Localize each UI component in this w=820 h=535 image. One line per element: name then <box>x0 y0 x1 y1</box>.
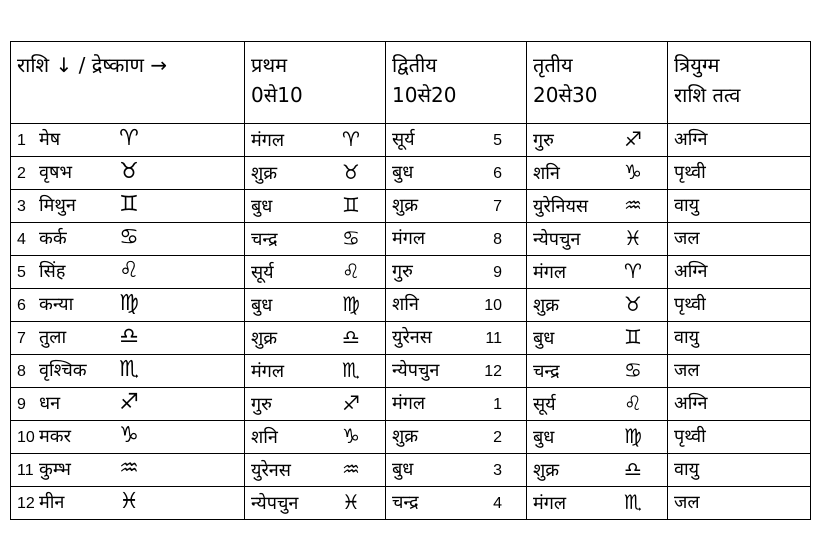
rashi-cell <box>11 289 245 322</box>
first-decanate-sign-icon: ♊ <box>342 193 360 217</box>
first-decanate-sign-icon: ♓ <box>342 490 360 514</box>
element-label: वायु <box>674 195 700 216</box>
header-third <box>527 42 668 124</box>
rashi-number: 6 <box>17 297 26 314</box>
third-decanate-sign-icon: ♌ <box>624 391 642 415</box>
third-decanate-cell <box>527 190 668 223</box>
element-cell <box>668 454 811 487</box>
rashi-cell <box>11 190 245 223</box>
second-decanate-cell <box>386 124 527 157</box>
table-row <box>11 388 811 421</box>
element-label: पृथ्वी <box>674 294 706 315</box>
first-decanate-cell <box>245 256 386 289</box>
third-decanate-sign-icon: ♑ <box>624 160 642 184</box>
second-decanate-cell <box>386 355 527 388</box>
first-decanate-sign-icon: ♑ <box>342 424 360 448</box>
second-decanate-planet: चन्द्र <box>392 491 419 513</box>
first-decanate-sign-icon: ♒ <box>342 457 360 481</box>
second-decanate-number: 9 <box>493 263 502 281</box>
rashi-name: मेष <box>39 129 61 150</box>
element-label: जल <box>674 360 700 381</box>
table-row <box>11 223 811 256</box>
rashi-name: वृषभ <box>39 162 73 183</box>
second-decanate-planet: सूर्य <box>392 128 415 150</box>
element-label: अग्नि <box>674 393 708 414</box>
header-first <box>245 42 386 124</box>
third-decanate-cell <box>527 487 668 520</box>
table-row <box>11 157 811 190</box>
rashi-cell <box>11 487 245 520</box>
rashi-cell <box>11 223 245 256</box>
third-decanate-sign-icon: ♓ <box>624 226 642 250</box>
first-decanate-planet: शुक्र <box>251 328 278 349</box>
first-decanate-cell <box>245 190 386 223</box>
rashi-number: 2 <box>17 165 26 182</box>
first-decanate-sign-icon: ♉ <box>342 160 360 184</box>
rashi-name: मिथुन <box>39 195 76 216</box>
second-decanate-number: 12 <box>484 362 502 380</box>
first-decanate-planet: शुक्र <box>251 163 278 184</box>
third-decanate-sign-icon: ♋ <box>624 358 642 382</box>
rashi-cell <box>11 322 245 355</box>
second-decanate-cell <box>386 421 527 454</box>
second-decanate-cell <box>386 256 527 289</box>
rashi-name: तुला <box>39 327 67 348</box>
rashi-name: सिंह <box>39 261 66 282</box>
first-decanate-cell <box>245 487 386 520</box>
element-cell <box>668 388 811 421</box>
second-decanate-planet: बुध <box>392 458 414 480</box>
zodiac-sign-icon: ♎ <box>119 324 139 349</box>
rashi-cell <box>11 388 245 421</box>
zodiac-sign-icon: ♌ <box>119 258 139 283</box>
third-decanate-cell <box>527 322 668 355</box>
header-third-range: 20से30 <box>533 83 598 107</box>
header-element <box>668 42 811 124</box>
first-decanate-planet: न्येपचुन <box>251 493 299 514</box>
rashi-cell <box>11 256 245 289</box>
first-decanate-sign-icon: ♐ <box>342 391 360 415</box>
rashi-name: वृश्चिक <box>39 360 87 381</box>
rashi-number: 11 <box>17 462 34 479</box>
first-decanate-sign-icon: ♏ <box>342 358 360 382</box>
third-decanate-planet: बुध <box>533 328 555 349</box>
second-decanate-number: 2 <box>493 428 502 446</box>
element-label: अग्नि <box>674 261 708 282</box>
element-cell <box>668 421 811 454</box>
element-label: जल <box>674 228 700 249</box>
second-decanate-planet: मंगल <box>392 392 426 414</box>
second-decanate-planet: शनि <box>392 293 419 315</box>
element-cell <box>668 223 811 256</box>
third-decanate-cell <box>527 421 668 454</box>
header-second <box>386 42 527 124</box>
third-decanate-cell <box>527 256 668 289</box>
second-decanate-cell <box>386 487 527 520</box>
header-third-title: तृतीय <box>533 53 573 77</box>
zodiac-sign-icon: ♉ <box>119 159 139 184</box>
table-body <box>11 42 811 520</box>
zodiac-sign-icon: ♒ <box>119 456 139 481</box>
table-row <box>11 355 811 388</box>
element-cell <box>668 322 811 355</box>
first-decanate-cell <box>245 454 386 487</box>
third-decanate-cell <box>527 388 668 421</box>
first-decanate-planet: सूर्य <box>251 262 274 283</box>
table-row <box>11 487 811 520</box>
table-row <box>11 289 811 322</box>
table-row <box>11 322 811 355</box>
table-row <box>11 256 811 289</box>
second-decanate-number: 3 <box>493 461 502 479</box>
first-decanate-planet: बुध <box>251 295 273 316</box>
header-second-title: द्वितीय <box>392 53 437 77</box>
third-decanate-planet: सूर्य <box>533 394 556 415</box>
second-decanate-planet: बुध <box>392 161 414 183</box>
first-decanate-cell <box>245 289 386 322</box>
second-decanate-number: 7 <box>493 197 502 215</box>
rashi-number: 1 <box>17 132 26 149</box>
element-label: वायु <box>674 459 700 480</box>
element-cell <box>668 190 811 223</box>
first-decanate-cell <box>245 124 386 157</box>
element-cell <box>668 487 811 520</box>
zodiac-sign-icon: ♏ <box>119 357 139 382</box>
rashi-number: 7 <box>17 330 26 347</box>
third-decanate-cell <box>527 289 668 322</box>
first-decanate-cell <box>245 157 386 190</box>
first-decanate-planet: मंगल <box>251 130 285 151</box>
rashi-cell <box>11 157 245 190</box>
second-decanate-planet: मंगल <box>392 227 426 249</box>
first-decanate-planet: मंगल <box>251 361 285 382</box>
header-first-title: प्रथम <box>251 53 288 77</box>
third-decanate-sign-icon: ♈ <box>624 259 642 283</box>
first-decanate-planet: युरेनस <box>251 460 291 481</box>
table-row <box>11 190 811 223</box>
rashi-name: मकर <box>39 426 71 447</box>
table-row <box>11 454 811 487</box>
third-decanate-sign-icon: ♊ <box>624 325 642 349</box>
second-decanate-planet: गुरु <box>392 260 413 282</box>
third-decanate-planet: न्येपचुन <box>533 229 581 250</box>
rashi-cell <box>11 454 245 487</box>
element-cell <box>668 124 811 157</box>
element-cell <box>668 289 811 322</box>
second-decanate-cell <box>386 223 527 256</box>
header-element-title: त्रियुग्म <box>674 53 720 77</box>
rashi-name: धन <box>39 393 61 414</box>
rashi-name: मीन <box>39 492 65 513</box>
rashi-cell <box>11 355 245 388</box>
second-decanate-planet: युरेनस <box>392 326 432 348</box>
header-second-range: 10से20 <box>392 83 457 107</box>
first-decanate-cell <box>245 223 386 256</box>
zodiac-sign-icon: ♐ <box>119 390 139 415</box>
second-decanate-number: 5 <box>493 131 502 149</box>
third-decanate-sign-icon: ♒ <box>624 193 642 217</box>
element-cell <box>668 157 811 190</box>
element-label: पृथ्वी <box>674 426 706 447</box>
header-element-sub: राशि तत्व <box>674 83 741 107</box>
third-decanate-planet: मंगल <box>533 262 567 283</box>
rashi-number: 9 <box>17 396 26 413</box>
first-decanate-sign-icon: ♌ <box>342 259 360 283</box>
first-decanate-cell <box>245 421 386 454</box>
second-decanate-cell <box>386 388 527 421</box>
decanate-table <box>10 41 811 520</box>
third-decanate-sign-icon: ♍ <box>624 424 642 448</box>
element-label: वायु <box>674 327 700 348</box>
second-decanate-cell <box>386 190 527 223</box>
second-decanate-cell <box>386 289 527 322</box>
zodiac-sign-icon: ♑ <box>119 423 139 448</box>
third-decanate-cell <box>527 355 668 388</box>
table-row <box>11 124 811 157</box>
third-decanate-sign-icon: ♉ <box>624 292 642 316</box>
second-decanate-number: 1 <box>493 395 502 413</box>
third-decanate-planet: शुक्र <box>533 460 560 481</box>
zodiac-sign-icon: ♓ <box>119 489 139 514</box>
element-cell <box>668 355 811 388</box>
third-decanate-planet: बुध <box>533 427 555 448</box>
third-decanate-planet: शुक्र <box>533 295 560 316</box>
table-row <box>11 421 811 454</box>
second-decanate-cell <box>386 157 527 190</box>
header-rashi-dreshkan <box>11 42 245 124</box>
rashi-cell <box>11 124 245 157</box>
rashi-number: 8 <box>17 363 26 380</box>
zodiac-sign-icon: ♋ <box>119 225 139 250</box>
rashi-name: कन्या <box>39 294 74 315</box>
third-decanate-cell <box>527 223 668 256</box>
second-decanate-planet: शुक्र <box>392 425 419 447</box>
header-first-range: 0से10 <box>251 83 303 107</box>
second-decanate-cell <box>386 322 527 355</box>
second-decanate-number: 4 <box>493 494 502 512</box>
second-decanate-number: 11 <box>485 329 502 347</box>
first-decanate-sign-icon: ♍ <box>342 292 360 316</box>
header-rashi-label: राशि ↓ / द्रेष्काण → <box>17 53 168 77</box>
header-row <box>11 42 811 124</box>
third-decanate-cell <box>527 157 668 190</box>
second-decanate-number: 6 <box>493 164 502 182</box>
zodiac-sign-icon: ♈ <box>119 126 139 151</box>
first-decanate-sign-icon: ♋ <box>342 226 360 250</box>
first-decanate-cell <box>245 322 386 355</box>
second-decanate-cell <box>386 454 527 487</box>
rashi-cell <box>11 421 245 454</box>
third-decanate-planet: शनि <box>533 163 560 184</box>
zodiac-sign-icon: ♍ <box>119 291 139 316</box>
first-decanate-cell <box>245 355 386 388</box>
third-decanate-sign-icon: ♏ <box>624 490 642 514</box>
first-decanate-planet: बुध <box>251 196 273 217</box>
rashi-name: कर्क <box>39 228 67 249</box>
rashi-name: कुम्भ <box>39 459 71 480</box>
first-decanate-sign-icon: ♎ <box>342 325 360 349</box>
element-label: पृथ्वी <box>674 162 706 183</box>
third-decanate-cell <box>527 454 668 487</box>
third-decanate-sign-icon: ♐ <box>624 127 642 151</box>
third-decanate-planet: चन्द्र <box>533 361 560 382</box>
first-decanate-planet: चन्द्र <box>251 229 278 250</box>
second-decanate-number: 10 <box>484 296 502 314</box>
rashi-number: 4 <box>17 231 26 248</box>
element-label: जल <box>674 492 700 513</box>
first-decanate-sign-icon: ♈ <box>342 127 360 151</box>
second-decanate-planet: न्येपचुन <box>392 359 440 381</box>
rashi-number: 10 <box>17 429 35 446</box>
rashi-number: 3 <box>17 198 26 215</box>
first-decanate-planet: गुरु <box>251 394 272 415</box>
third-decanate-cell <box>527 124 668 157</box>
rashi-number: 5 <box>17 264 26 281</box>
second-decanate-number: 8 <box>493 230 502 248</box>
third-decanate-sign-icon: ♎ <box>624 457 642 481</box>
third-decanate-planet: गुरु <box>533 130 554 151</box>
rashi-number: 12 <box>17 495 35 512</box>
element-cell <box>668 256 811 289</box>
first-decanate-planet: शनि <box>251 427 278 448</box>
element-label: अग्नि <box>674 129 708 150</box>
third-decanate-planet: युरेनियस <box>533 196 589 217</box>
third-decanate-planet: मंगल <box>533 493 567 514</box>
first-decanate-cell <box>245 388 386 421</box>
zodiac-sign-icon: ♊ <box>119 192 139 217</box>
second-decanate-planet: शुक्र <box>392 194 419 216</box>
